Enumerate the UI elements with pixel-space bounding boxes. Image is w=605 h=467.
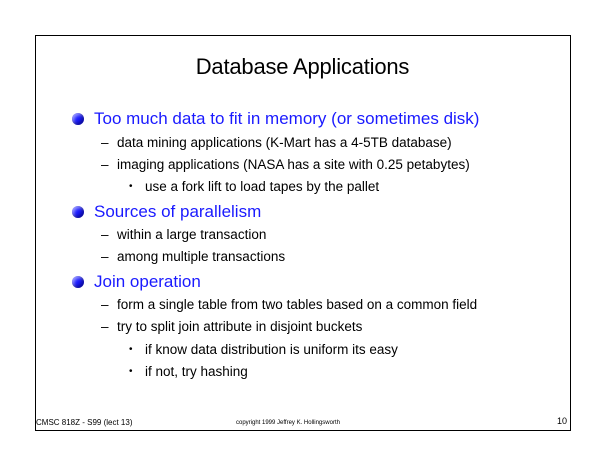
dash-marker: – — [101, 227, 109, 242]
dash-marker: – — [101, 319, 109, 334]
slide-title: Database Applications — [195, 54, 410, 79]
bullet-marker: • — [129, 366, 133, 377]
section-3-item-2-subitem-2 — [129, 364, 248, 379]
section-1-heading — [72, 109, 479, 129]
item-text: among multiple transactions — [117, 249, 286, 264]
item-text: data mining applications (K-Mart has a 4-5TB database) — [117, 135, 452, 150]
subitem-text: use a fork lift to load tapes by the pallet — [145, 179, 380, 194]
section-2-heading — [72, 202, 261, 222]
bullet-dot-icon — [72, 276, 84, 288]
item-text: try to split join attribute in disjoint buckets — [117, 319, 363, 334]
bullet-dot-icon — [72, 206, 84, 218]
item-text: form a single table from two tables based on a common field — [117, 297, 478, 312]
section-heading-text: Too much data to fit in memory (or sometimes disk) — [94, 109, 480, 128]
section-1-item-2-subitem-1 — [129, 179, 379, 194]
footer-page-number: 10 — [556, 416, 567, 426]
section-2-item-1 — [101, 227, 266, 242]
section-2-item-2 — [101, 249, 285, 264]
item-text: within a large transaction — [117, 227, 267, 242]
item-text: imaging applications (NASA has a site with 0.25 petabytes) — [117, 157, 470, 172]
dash-marker: – — [101, 157, 109, 172]
subitem-text: if not, try hashing — [145, 364, 248, 379]
section-heading-text: Join operation — [94, 272, 201, 291]
section-3-item-1 — [101, 297, 477, 312]
section-1-item-1 — [101, 135, 452, 150]
section-3-item-2-subitem-1 — [129, 342, 398, 357]
section-3-heading — [72, 272, 201, 292]
footer-copyright: copyright 1999 Jeffrey K. Hollingsworth — [236, 420, 340, 426]
dash-marker: – — [101, 249, 109, 264]
bullet-dot-icon — [72, 113, 84, 125]
section-heading-text: Sources of parallelism — [94, 202, 262, 221]
subitem-text: if know data distribution is uniform its easy — [145, 342, 398, 357]
dash-marker: – — [101, 135, 109, 150]
section-1-item-2 — [101, 157, 470, 172]
footer-course-label: CMSC 818Z - S99 (lect 13) — [36, 418, 133, 427]
bullet-marker: • — [129, 344, 133, 355]
dash-marker: – — [101, 297, 109, 312]
section-3-item-2 — [101, 319, 362, 334]
bullet-marker: • — [129, 181, 133, 192]
